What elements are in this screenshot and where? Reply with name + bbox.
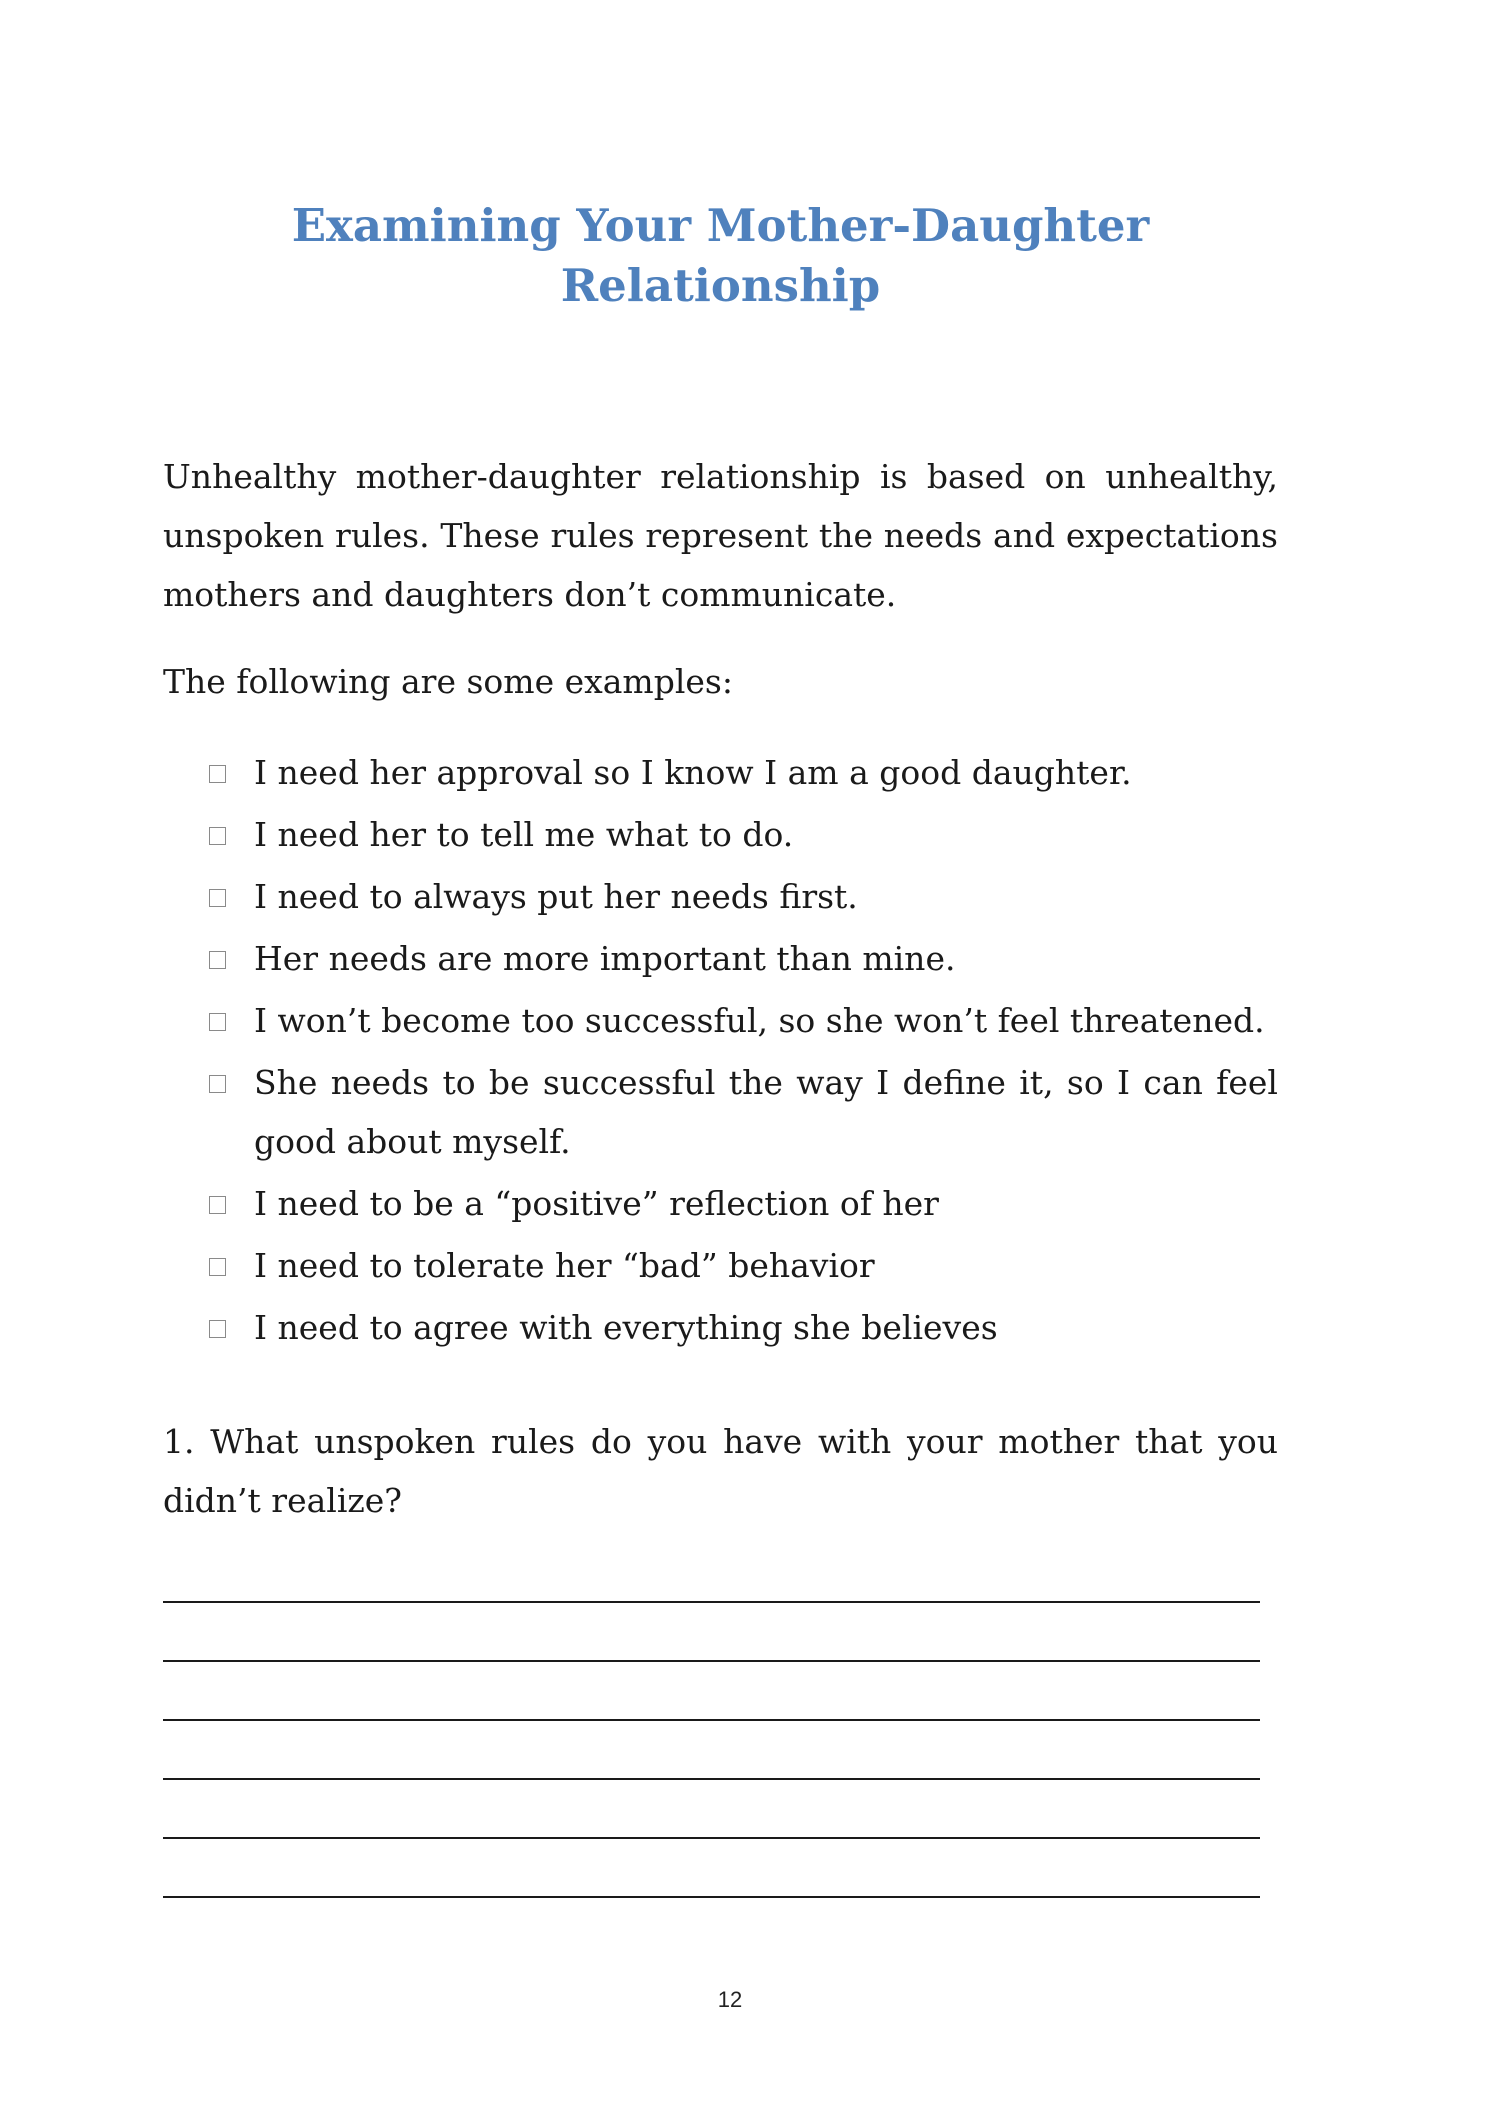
list-item [206, 743, 1278, 802]
list-item [206, 867, 1278, 926]
list-item-text: I need her approval so I know I am a good daughter. [254, 753, 1132, 792]
examples-list [206, 743, 1278, 1360]
checkbox-icon[interactable] [209, 765, 226, 783]
list-item-text: I need to always put her needs first. [254, 877, 858, 916]
list-item [206, 1298, 1278, 1357]
page-title-line-1: Examining Your Mother-Daughter [291, 199, 1150, 252]
list-item-text: I need to be a “positive” reflection of her [254, 1184, 939, 1223]
list-item [206, 1174, 1278, 1233]
list-item-text: I need to tolerate her “bad” behavior [254, 1246, 875, 1285]
checkbox-icon[interactable] [209, 827, 226, 845]
checkbox-icon[interactable] [209, 1196, 226, 1214]
list-item [206, 805, 1278, 864]
page-number: 12 [717, 1987, 743, 2012]
list-item [206, 991, 1278, 1050]
answer-line[interactable] [163, 1601, 1260, 1603]
list-item-text: I need her to tell me what to do. [254, 815, 794, 854]
list-item-text: I need to agree with everything she believes [254, 1308, 998, 1347]
answer-line[interactable] [163, 1778, 1260, 1780]
checkbox-icon[interactable] [209, 1258, 226, 1276]
answer-line[interactable] [163, 1660, 1260, 1662]
checkbox-icon[interactable] [209, 1013, 226, 1031]
question-1: 1. What unspoken rules do you have with your mother that you didn’t realize? [163, 1422, 1278, 1520]
page-title [163, 196, 1278, 316]
examples-lead-paragraph: The following are some examples: [163, 662, 733, 701]
checkbox-icon[interactable] [209, 889, 226, 907]
list-item-text: Her needs are more important than mine. [254, 939, 956, 978]
list-item [206, 1236, 1278, 1295]
page-title-line-2: Relationship [560, 259, 881, 312]
answer-line[interactable] [163, 1896, 1260, 1898]
list-item-text: I won’t become too successful, so she won’t feel threatened. [254, 1001, 1265, 1040]
list-item-text: She needs to be successful the way I define it, so I can feel good about myself. [254, 1063, 1278, 1161]
answer-line[interactable] [163, 1719, 1260, 1721]
checkbox-icon[interactable] [209, 1075, 226, 1093]
checkbox-icon[interactable] [209, 951, 226, 969]
list-item [206, 1053, 1278, 1171]
answer-line[interactable] [163, 1837, 1260, 1839]
list-item [206, 929, 1278, 988]
answer-area[interactable] [163, 1601, 1260, 1955]
checkbox-icon[interactable] [209, 1320, 226, 1338]
intro-paragraph: Unhealthy mother-daughter relationship is based on unhealthy, unspoken rules. These rules represent the needs and expectations mothers and daughters don’t communicate. [163, 457, 1278, 614]
